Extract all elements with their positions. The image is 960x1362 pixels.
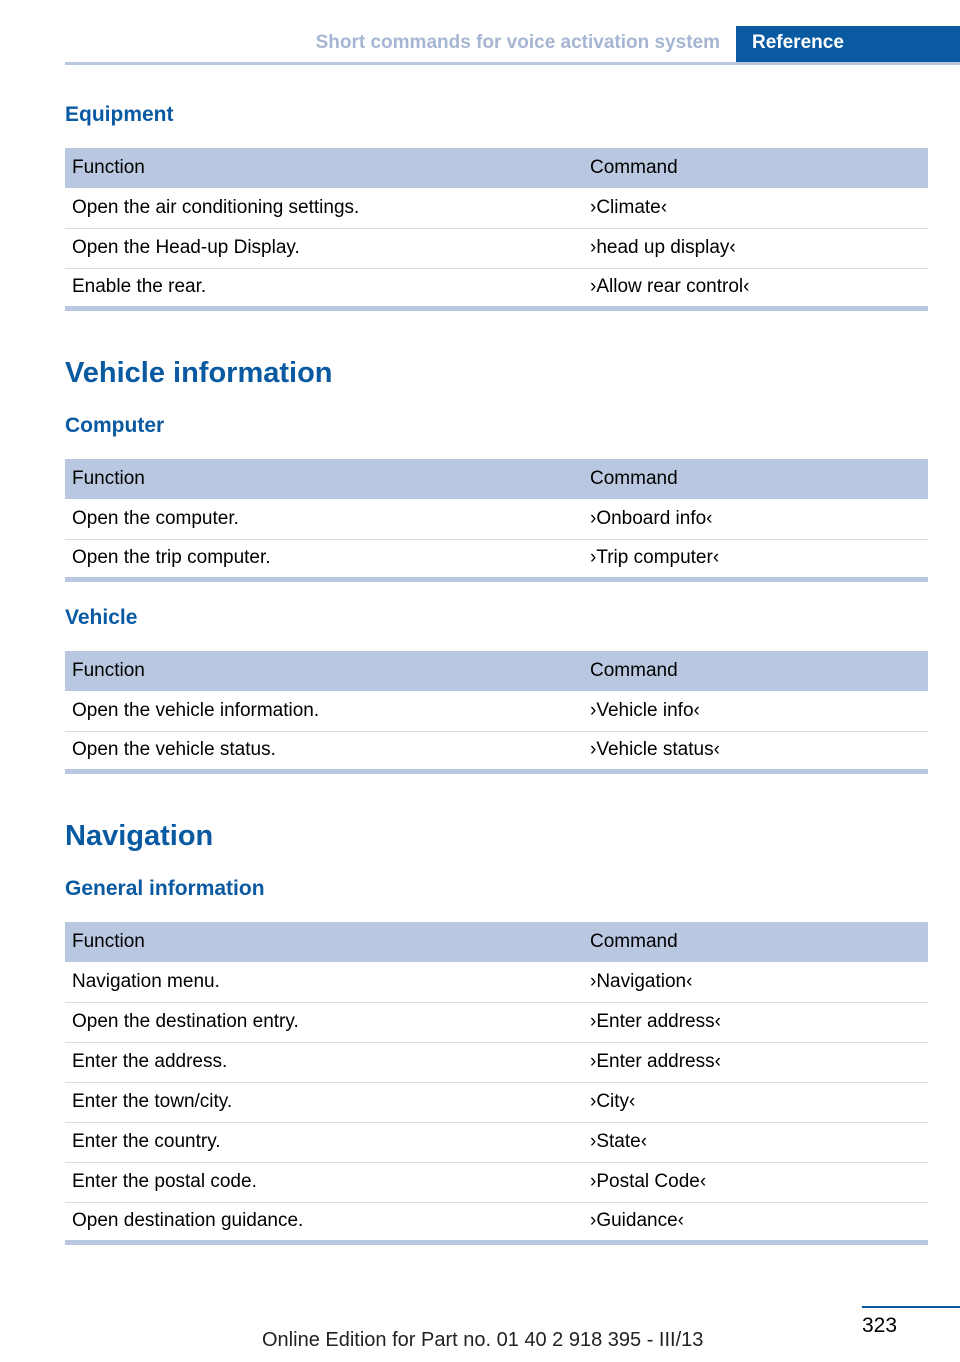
function-cell: Open the computer.: [65, 499, 583, 539]
table-header-row: [65, 459, 928, 499]
function-cell: Enter the country.: [65, 1122, 583, 1162]
function-cell: Open the destination entry.: [65, 1002, 583, 1042]
command-cell: ›head up display‹: [583, 228, 928, 268]
command-cell: ›Guidance‹: [583, 1202, 928, 1242]
command-cell: ›State‹: [583, 1122, 928, 1162]
command-cell: ›Vehicle status‹: [583, 731, 928, 771]
table-row: [65, 962, 928, 1002]
table-header-row: [65, 922, 928, 962]
function-cell: Enter the postal code.: [65, 1162, 583, 1202]
table-vehicle: [65, 651, 928, 774]
table-computer: [65, 459, 928, 582]
heading-vehicle-information: Vehicle information: [65, 357, 333, 389]
column-header-function: Function: [65, 651, 583, 691]
table-equipment: [65, 148, 928, 311]
heading-navigation: Navigation: [65, 820, 214, 852]
table-row: [65, 1082, 928, 1122]
table-row: [65, 188, 928, 228]
column-header-function: Function: [65, 148, 583, 188]
header-chapter-tab: Reference: [736, 26, 960, 62]
page-number-block: [862, 1306, 960, 1356]
table-header-row: [65, 651, 928, 691]
page-number: 323: [862, 1314, 898, 1337]
column-header-command: Command: [583, 148, 928, 188]
function-cell: Open the vehicle information.: [65, 691, 583, 731]
column-header-command: Command: [583, 459, 928, 499]
command-cell: ›Trip computer‹: [583, 539, 928, 579]
table-row: [65, 1162, 928, 1202]
footer-edition-text: Online Edition for Part no. 01 40 2 918 395 - III/13: [262, 1329, 704, 1351]
function-cell: Open the Head-up Display.: [65, 228, 583, 268]
function-cell: Enter the address.: [65, 1042, 583, 1082]
function-cell: Open the trip computer.: [65, 539, 583, 579]
table-row: [65, 499, 928, 539]
command-cell: ›Vehicle info‹: [583, 691, 928, 731]
function-cell: Enable the rear.: [65, 268, 583, 308]
command-cell: ›Enter address‹: [583, 1002, 928, 1042]
table-row: [65, 1202, 928, 1242]
function-cell: Open the air conditioning settings.: [65, 188, 583, 228]
command-cell: ›Enter address‹: [583, 1042, 928, 1082]
table-row: [65, 691, 928, 731]
column-header-function: Function: [65, 922, 583, 962]
command-cell: ›Climate‹: [583, 188, 928, 228]
table-row: [65, 539, 928, 579]
function-cell: Open destination guidance.: [65, 1202, 583, 1242]
table-row: [65, 268, 928, 308]
heading-computer: Computer: [65, 414, 165, 437]
header-section-title: Short commands for voice activation system: [315, 32, 720, 53]
table-row: [65, 1122, 928, 1162]
table-row: [65, 731, 928, 771]
command-cell: ›Postal Code‹: [583, 1162, 928, 1202]
heading-general-information: General information: [65, 877, 265, 900]
command-cell: ›Allow rear control‹: [583, 268, 928, 308]
command-cell: ›Onboard info‹: [583, 499, 928, 539]
command-cell: ›Navigation‹: [583, 962, 928, 1002]
table-row: [65, 1002, 928, 1042]
table-row: [65, 228, 928, 268]
table-general-information: [65, 922, 928, 1245]
column-header-command: Command: [583, 651, 928, 691]
heading-vehicle: Vehicle: [65, 606, 138, 629]
column-header-command: Command: [583, 922, 928, 962]
function-cell: Enter the town/city.: [65, 1082, 583, 1122]
table-header-row: [65, 148, 928, 188]
heading-equipment: Equipment: [65, 103, 174, 126]
function-cell: Open the vehicle status.: [65, 731, 583, 771]
column-header-function: Function: [65, 459, 583, 499]
command-cell: ›City‹: [583, 1082, 928, 1122]
running-header: [65, 26, 960, 65]
function-cell: Navigation menu.: [65, 962, 583, 1002]
table-row: [65, 1042, 928, 1082]
